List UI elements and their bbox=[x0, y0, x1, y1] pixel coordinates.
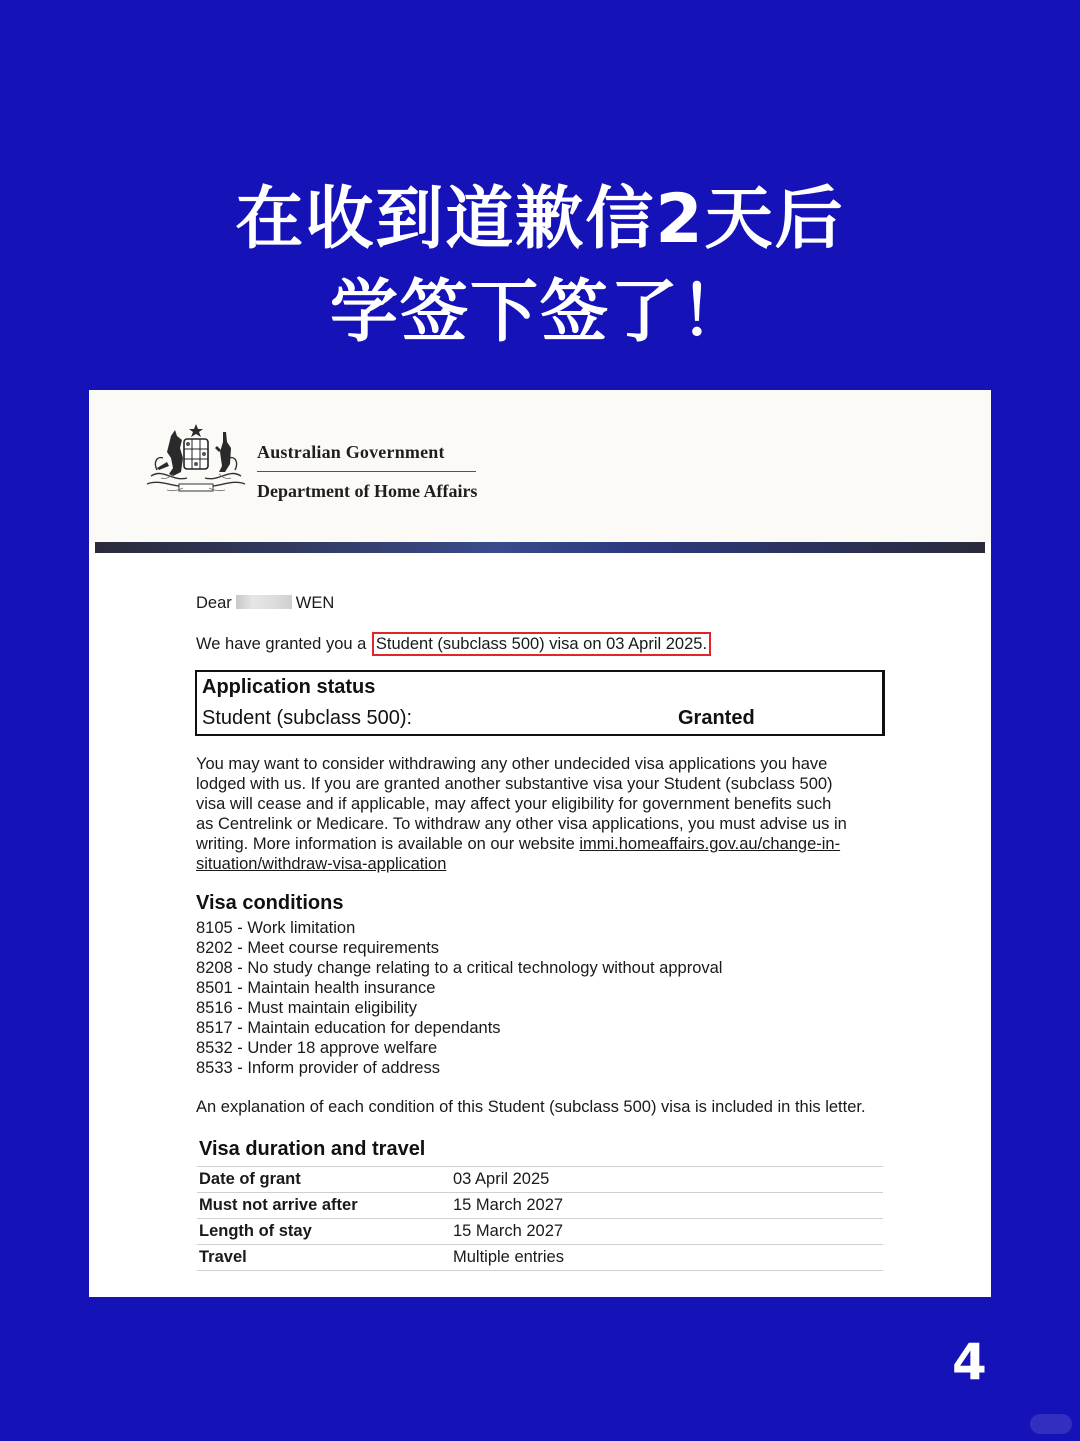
letterhead bbox=[89, 390, 991, 542]
notice-line bbox=[196, 854, 886, 874]
letterhead-band bbox=[95, 542, 985, 553]
condition-item: 8532 - Under 18 approve welfare bbox=[196, 1039, 438, 1057]
table-row bbox=[197, 1167, 883, 1193]
notice-line: lodged with us. If you are granted another substantive visa your Student (subclass 500) bbox=[196, 775, 833, 793]
withdrawal-notice bbox=[196, 754, 886, 874]
withdraw-visa-link[interactable]: immi.homeaffairs.gov.au/change-in- bbox=[579, 835, 841, 853]
salutation bbox=[196, 593, 334, 613]
watermark bbox=[1030, 1414, 1072, 1434]
notice-line: visa will cease and if applicable, may affect your eligibility for government benefits such bbox=[196, 795, 832, 813]
grant-sentence bbox=[196, 632, 711, 656]
visa-duration-table bbox=[197, 1166, 883, 1271]
duration-value: 15 March 2027 bbox=[451, 1193, 883, 1219]
visa-grant-letter bbox=[89, 390, 991, 1297]
coat-of-arms-icon bbox=[143, 422, 249, 498]
headline-line-1: 在收到道歉信2天后 bbox=[235, 180, 845, 259]
notice-last-prefix: writing. More information is available on our website bbox=[196, 835, 580, 853]
application-status-title: Application status bbox=[202, 676, 376, 698]
application-status-label: Student (subclass 500): bbox=[202, 707, 413, 729]
visa-duration-title: Visa duration and travel bbox=[199, 1138, 426, 1160]
grant-sentence-prefix: We have granted you a bbox=[196, 635, 371, 653]
salutation-prefix: Dear bbox=[196, 594, 232, 612]
application-status-value: Granted bbox=[678, 707, 755, 729]
condition-item: 8533 - Inform provider of address bbox=[196, 1059, 440, 1077]
salutation-surname: WEN bbox=[295, 594, 335, 612]
duration-value: 03 April 2025 bbox=[451, 1167, 883, 1193]
condition-item: 8516 - Must maintain eligibility bbox=[196, 999, 418, 1017]
condition-item: 8202 - Meet course requirements bbox=[196, 939, 440, 957]
redacted-given-name bbox=[236, 595, 292, 609]
agency-divider bbox=[257, 471, 476, 472]
table-row bbox=[197, 1219, 883, 1245]
condition-item: 8501 - Maintain health insurance bbox=[196, 979, 436, 997]
visa-conditions-list bbox=[196, 918, 722, 1078]
duration-value: 15 March 2027 bbox=[451, 1219, 883, 1245]
duration-label: Must not arrive after bbox=[197, 1193, 451, 1219]
table-row bbox=[197, 1245, 883, 1271]
table-row bbox=[197, 1193, 883, 1219]
notice-line: as Centrelink or Medicare. To withdraw any other visa applications, you must advise us in bbox=[196, 815, 847, 833]
duration-label: Travel bbox=[197, 1245, 451, 1271]
headline-line-2: 学签下签了！ bbox=[329, 273, 750, 352]
condition-item: 8208 - No study change relating to a critical technology without approval bbox=[196, 959, 723, 977]
notice-line bbox=[196, 834, 886, 854]
page-number: 4 bbox=[952, 1333, 987, 1391]
withdraw-visa-link-continued[interactable]: situation/withdraw-visa-application bbox=[196, 855, 447, 873]
duration-label: Date of grant bbox=[197, 1167, 451, 1193]
application-status-box bbox=[195, 670, 885, 736]
condition-item: 8517 - Maintain education for dependants bbox=[196, 1019, 501, 1037]
department-name: Department of Home Affairs bbox=[257, 481, 478, 501]
agency-name-block bbox=[257, 442, 477, 502]
visa-conditions-title: Visa conditions bbox=[196, 892, 344, 914]
government-name: Australian Government bbox=[257, 442, 445, 462]
duration-value: Multiple entries bbox=[451, 1245, 883, 1271]
conditions-explanation: An explanation of each condition of this Student (subclass 500) visa is included in this letter. bbox=[196, 1098, 866, 1116]
grant-highlight-box: Student (subclass 500) visa on 03 April 2025. bbox=[372, 632, 711, 656]
notice-line: You may want to consider withdrawing any other undecided visa applications you have bbox=[196, 755, 828, 773]
condition-item: 8105 - Work limitation bbox=[196, 919, 356, 937]
duration-label: Length of stay bbox=[197, 1219, 451, 1245]
